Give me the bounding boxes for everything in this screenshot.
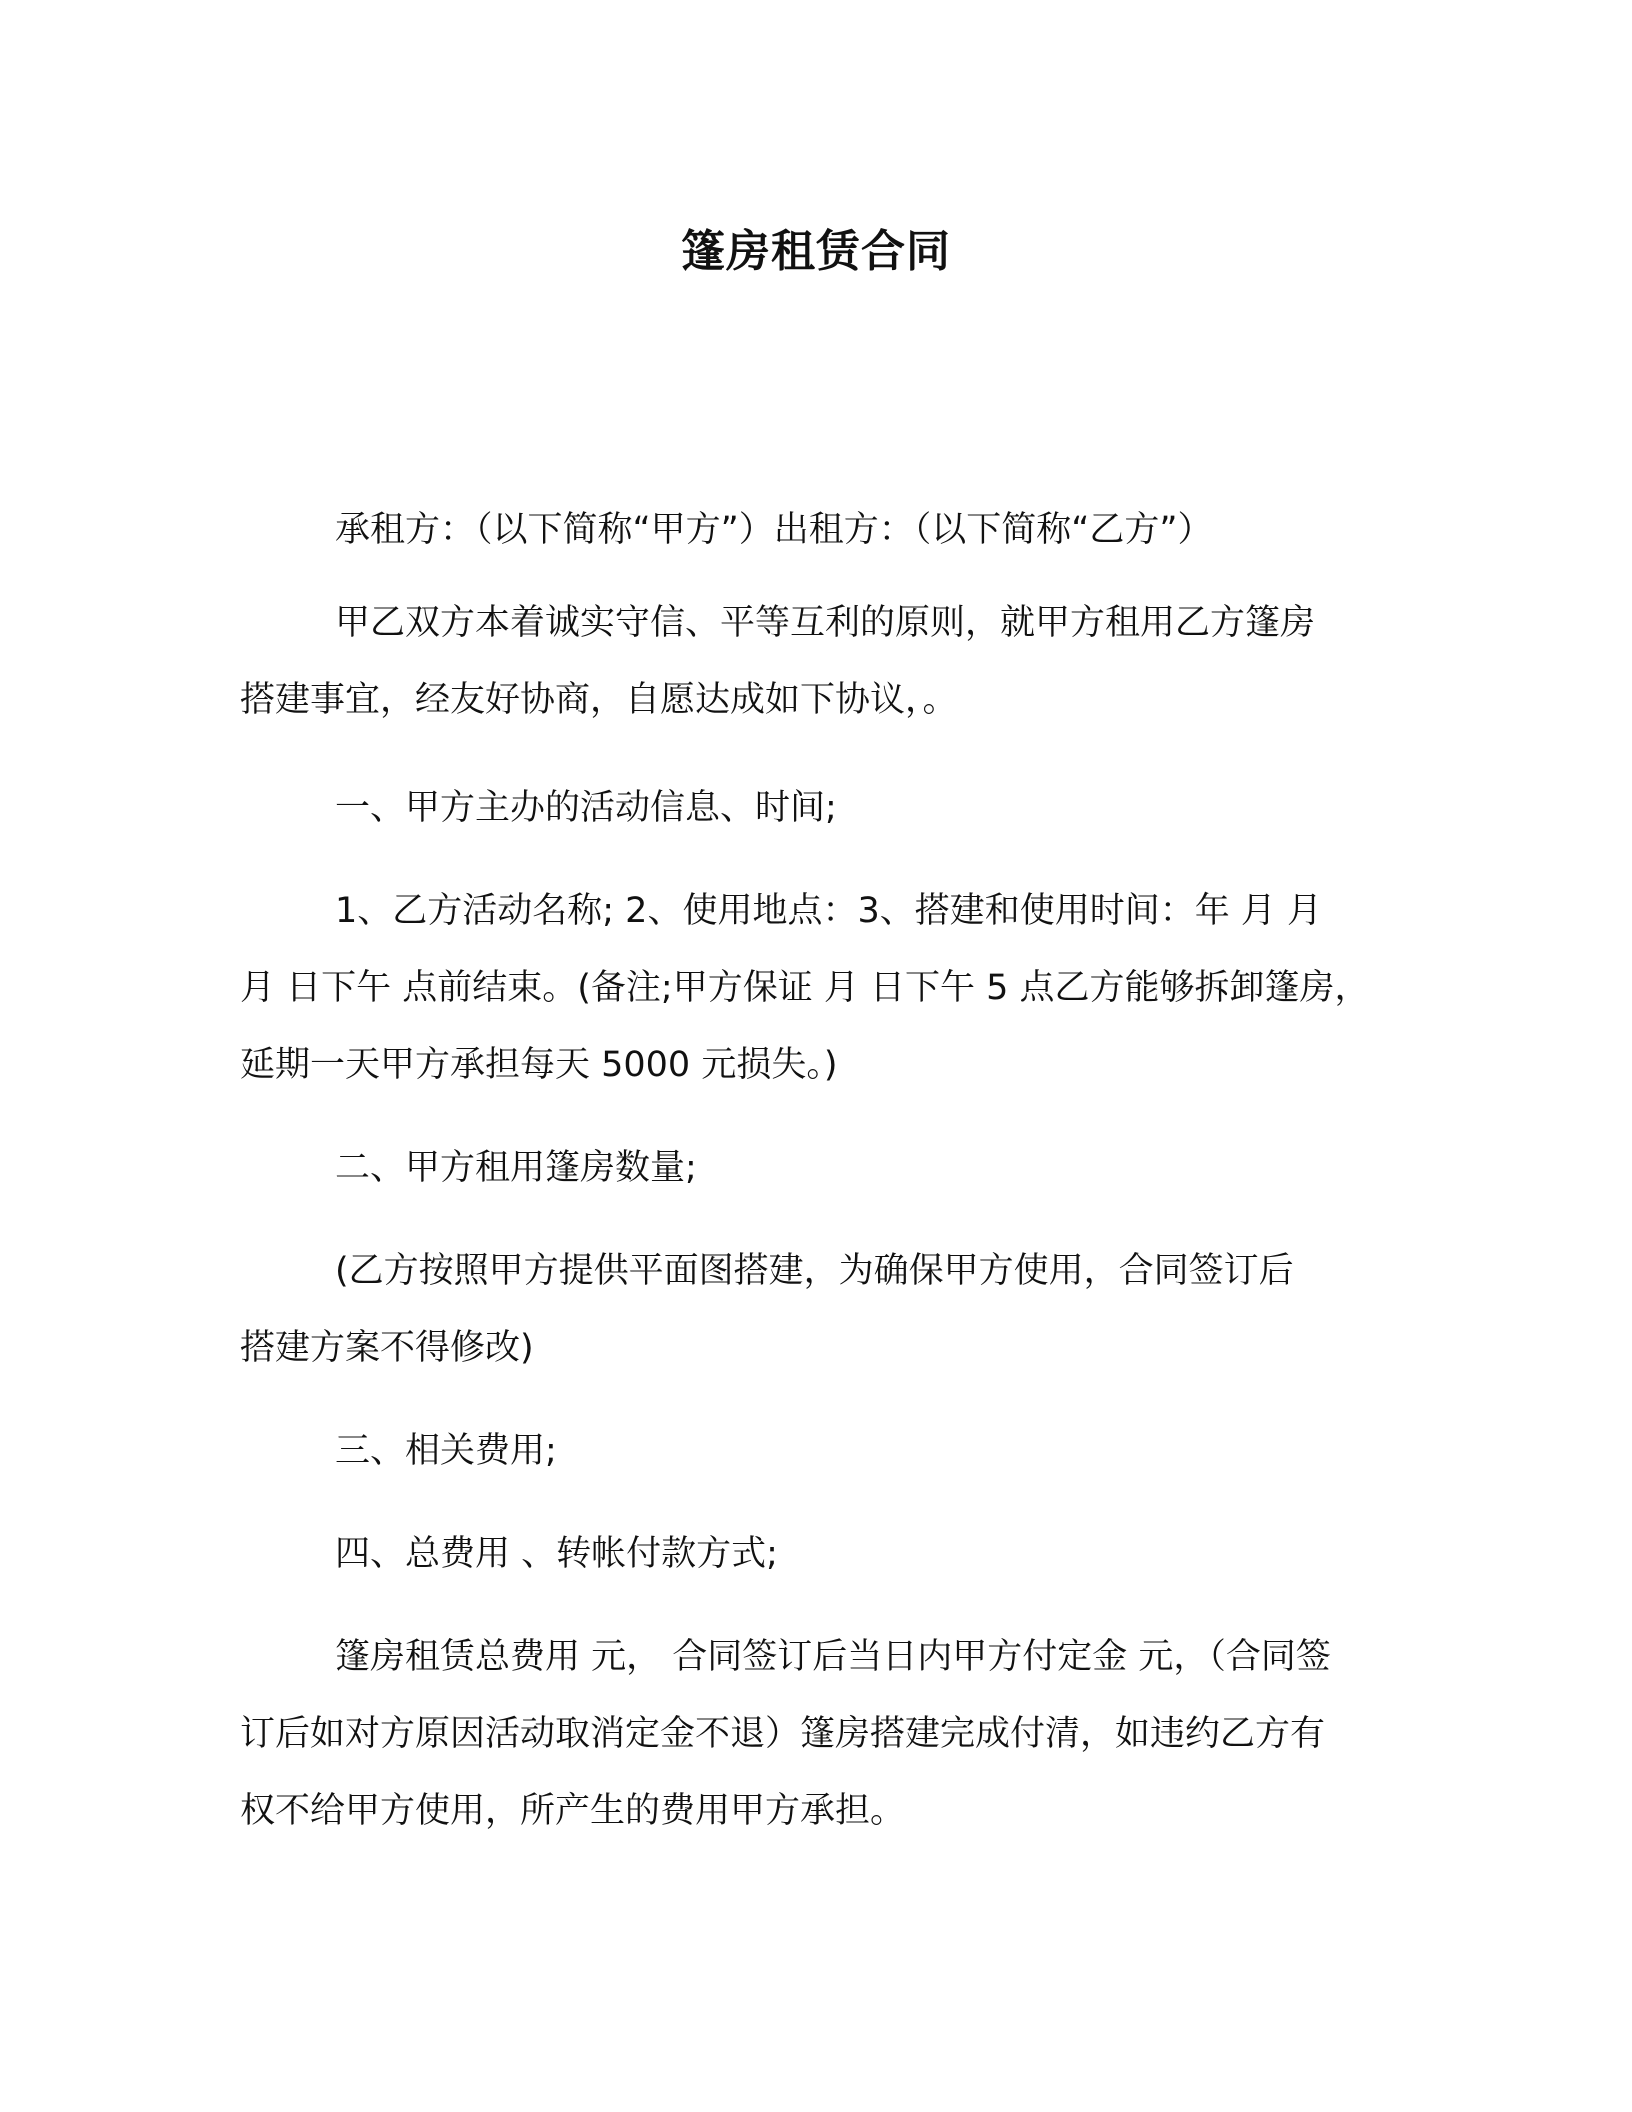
paragraph-line: 延期一天甲方承担每天 5000 元损失。) xyxy=(240,1045,838,1085)
document-title: 篷房租赁合同 xyxy=(681,226,951,277)
preamble-paragraph xyxy=(240,585,1408,739)
paragraph-line: 三、相关费用; xyxy=(335,1431,557,1471)
paragraph-line: 1、乙方活动名称; 2、使用地点：3、搭建和使用时间：年 月 月 xyxy=(335,891,1322,931)
section-2-body xyxy=(240,1233,1408,1387)
paragraph-line: 订后如对方原因活动取消定金不退）篷房搭建完成付清，如违约乙方有 xyxy=(240,1714,1326,1754)
section-1-heading xyxy=(240,770,1408,847)
paragraph-line: 一、甲方主办的活动信息、时间; xyxy=(335,788,837,828)
paragraph-line: 搭建事宜，经友好协商，自愿达成如下协议，。 xyxy=(240,680,958,720)
parties-paragraph xyxy=(240,492,1408,569)
paragraph-line: 承租方：（以下简称“甲方”）出租方：（以下简称“乙方”） xyxy=(335,510,1213,550)
section-4-heading xyxy=(240,1516,1408,1593)
paragraph-line: 甲乙双方本着诚实守信、平等互利的原则，就甲方租用乙方篷房 xyxy=(335,603,1316,643)
section-1-body xyxy=(240,873,1408,1104)
section-3-heading xyxy=(240,1413,1408,1490)
section-4-body xyxy=(240,1619,1408,1850)
paragraph-line: 二、甲方租用篷房数量; xyxy=(335,1148,697,1188)
paragraph-line: 权不给甲方使用，所产生的费用甲方承担。 xyxy=(240,1791,906,1831)
section-2-heading xyxy=(240,1130,1408,1207)
paragraph-line: 月 日下午 点前结束。(备注;甲方保证 月 日下午 5 点乙方能够拆卸篷房， xyxy=(240,968,1370,1008)
paragraph-line: 篷房租赁总费用 元， 合同签订后当日内甲方付定金 元，（合同签 xyxy=(335,1637,1331,1677)
paragraph-line: (乙方按照甲方提供平面图搭建，为确保甲方使用，合同签订后 xyxy=(335,1251,1294,1291)
paragraph-line: 四、总费用 、转帐付款方式; xyxy=(335,1534,778,1574)
paragraph-line: 搭建方案不得修改) xyxy=(240,1328,534,1368)
